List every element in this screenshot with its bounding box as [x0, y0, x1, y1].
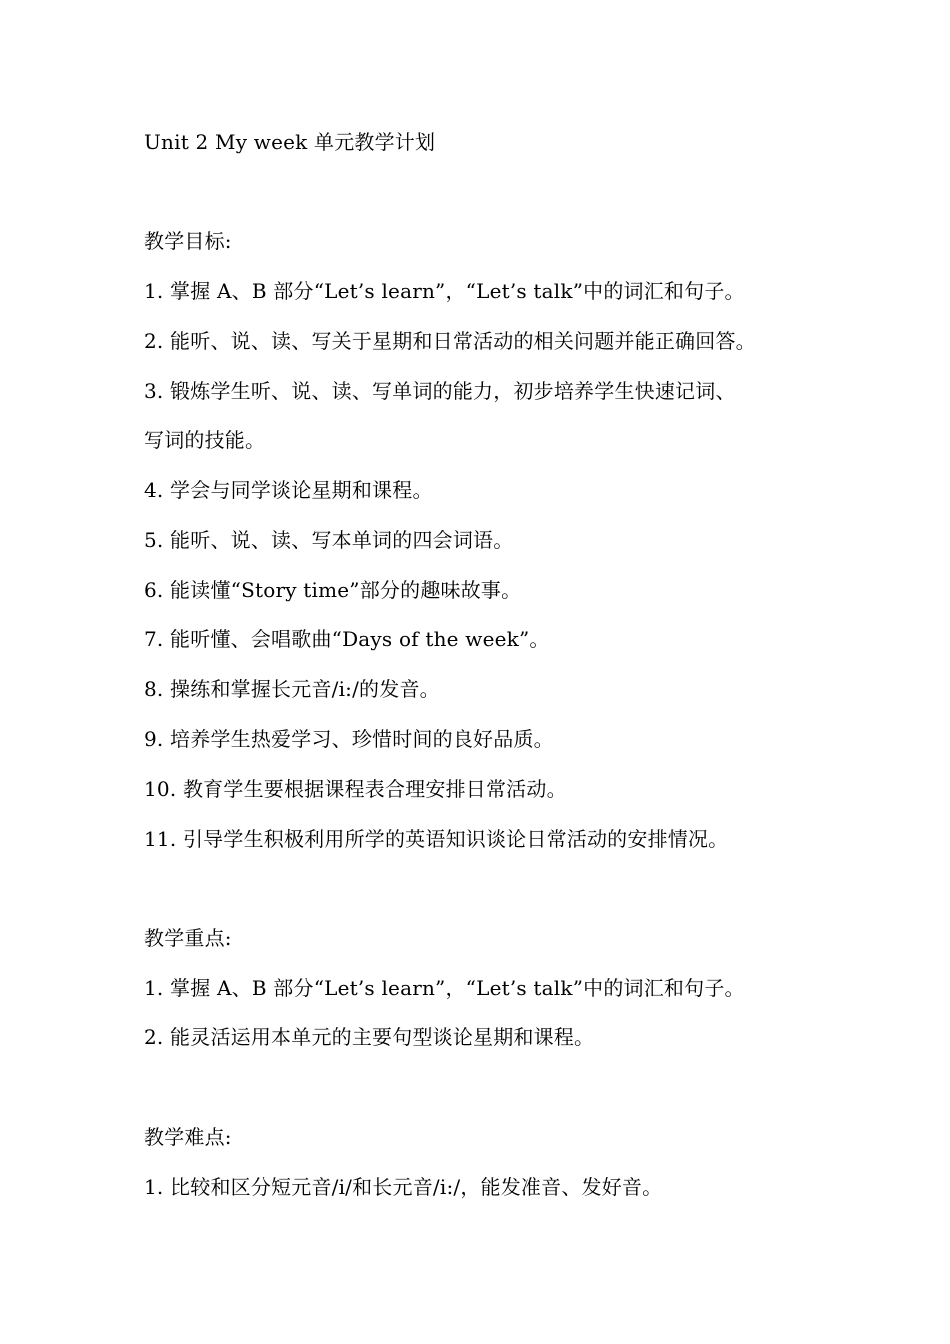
objectives-heading: 教学目标:	[144, 229, 232, 253]
key-point-item: 2. 能灵活运用本单元的主要句型谈论星期和课程。	[144, 1025, 595, 1049]
objective-item: 10. 教育学生要根据课程表合理安排日常活动。	[144, 777, 567, 801]
objective-item-continued: 写词的技能。	[144, 428, 266, 452]
objective-item: 11. 引导学生积极利用所学的英语知识谈论日常活动的安排情况。	[144, 827, 729, 851]
objective-item: 8. 操练和掌握长元音/i:/的发音。	[144, 677, 440, 701]
objective-item: 1. 掌握 A、B 部分“Let’s learn”，“Let’s talk”中的词汇和句子。	[144, 279, 745, 303]
objective-item: 9. 培养学生热爱学习、珍惜时间的良好品质。	[144, 727, 554, 751]
objective-item: 3. 锻炼学生听、说、读、写单词的能力，初步培养学生快速记词、	[144, 379, 736, 403]
key-point-item: 1. 掌握 A、B 部分“Let’s learn”，“Let’s talk”中的词汇和句子。	[144, 976, 745, 1000]
objective-item: 5. 能听、说、读、写本单词的四会词语。	[144, 528, 514, 552]
key-points-heading: 教学重点:	[144, 926, 232, 950]
difficulties-heading: 教学难点:	[144, 1125, 232, 1149]
objective-item: 7. 能听懂、会唱歌曲“Days of the week”。	[144, 627, 550, 651]
objective-item: 4. 学会与同学谈论星期和课程。	[144, 478, 433, 502]
document-title: Unit 2 My week 单元教学计划	[144, 130, 436, 154]
objective-item: 6. 能读懂“Story time”部分的趣味故事。	[144, 578, 522, 602]
difficulty-item: 1. 比较和区分短元音/i/和长元音/i:/，能发准音、发好音。	[144, 1175, 663, 1199]
objective-item: 2. 能听、说、读、写关于星期和日常活动的相关问题并能正确回答。	[144, 329, 756, 353]
